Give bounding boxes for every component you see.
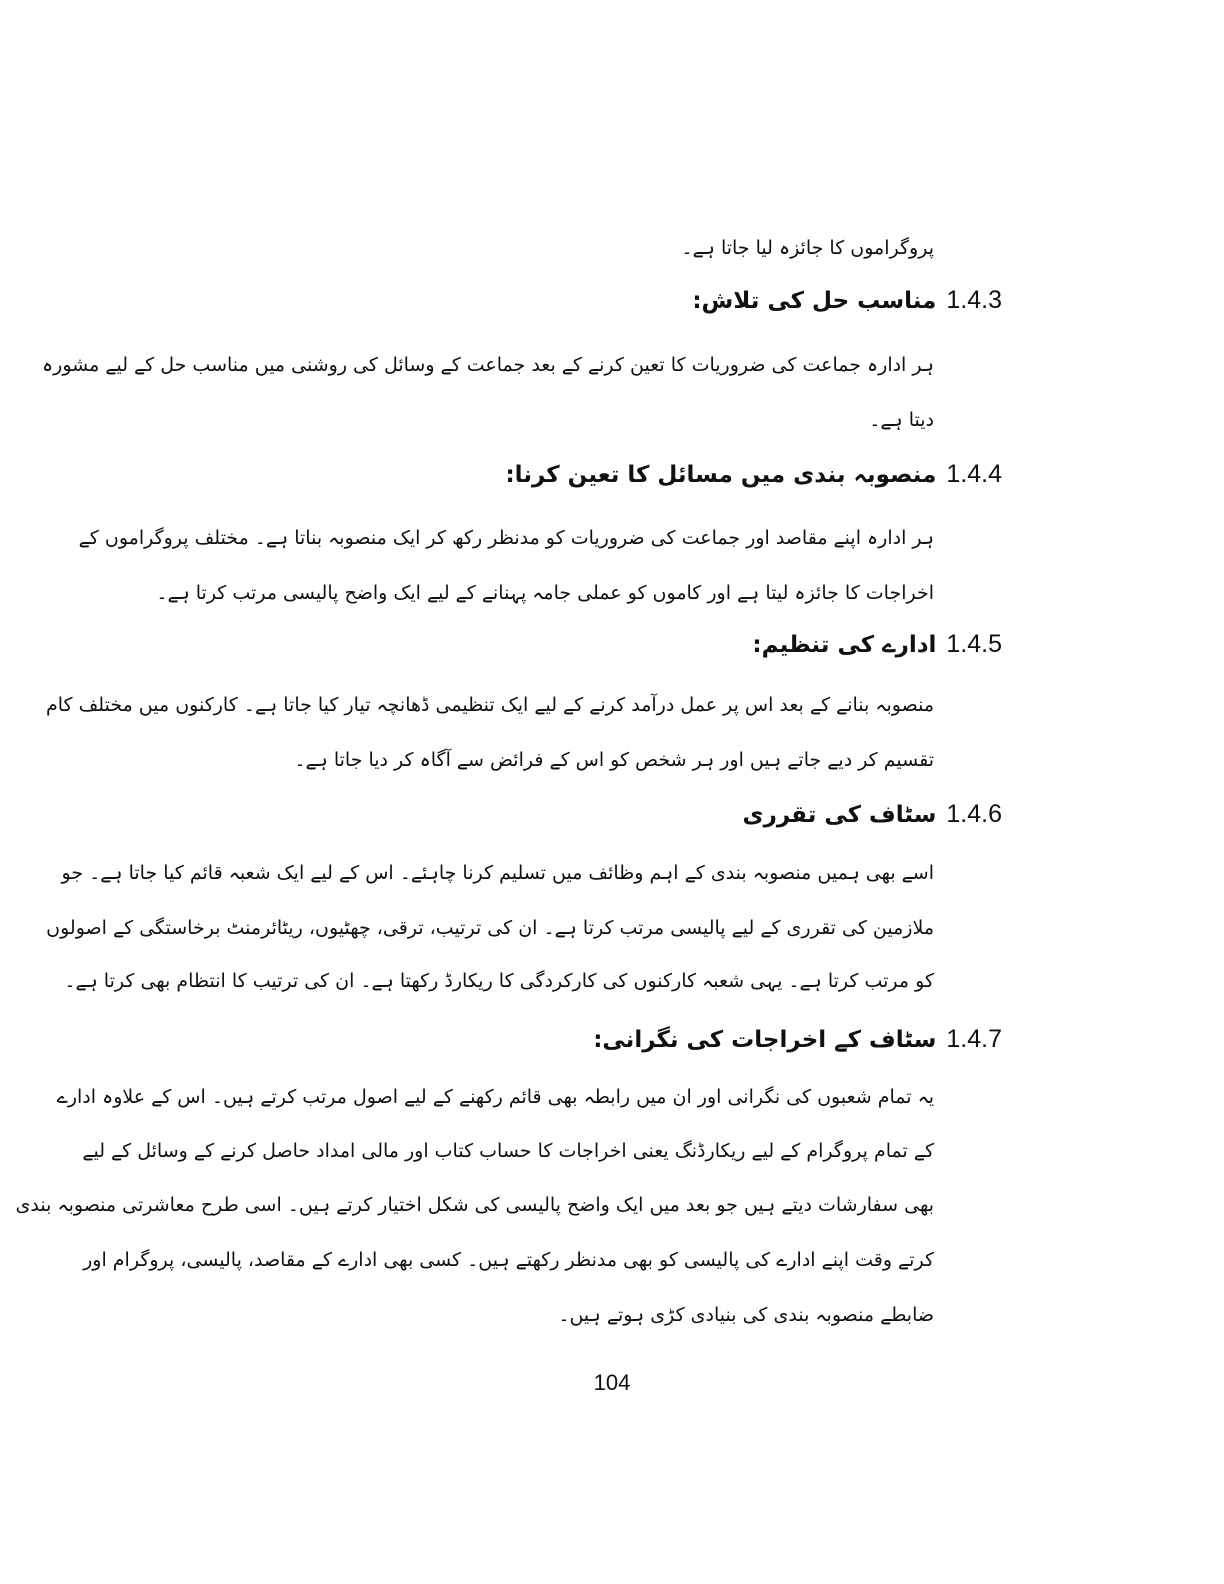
section-number: 1.4.3	[946, 286, 1002, 314]
paragraph-line: ہر ادارہ جماعت کی ضروریات کا تعین کرنے کے بعد جماعت کے وسائل کی روشنی میں مناسب حل کے لیے مشورہ	[42, 354, 934, 376]
section-heading-1-4-7	[593, 1025, 1002, 1054]
section-heading-1-4-4	[505, 460, 1002, 489]
section-heading-1-4-3	[692, 286, 1002, 315]
paragraph-line: ہر ادارہ اپنے مقاصد اور جماعت کی ضروریات کو مدنظر رکھ کر ایک منصوبہ بناتا ہے۔ مختلف پروگراموں کے	[78, 527, 934, 549]
section-number: 1.4.5	[946, 630, 1002, 658]
paragraph-line: دیتا ہے۔	[869, 409, 934, 431]
paragraph-line: کو مرتب کرتا ہے۔ یہی شعبہ کارکنوں کی کارکردگی کا ریکارڈ رکھتا ہے۔ ان کی ترتیب کا انتظام بھی کرتا ہے۔	[64, 970, 934, 992]
section-title: سٹاف کے اخراجات کی نگرانی:	[593, 1026, 937, 1053]
paragraph-line: اخراجات کا جائزہ لیتا ہے اور کاموں کو عملی جامہ پہنانے کے لیے ایک واضح پالیسی مرتب کرتا ہے۔	[156, 582, 934, 604]
paragraph-line: کرتے وقت اپنے ادارے کی پالیسی کو بھی مدنظر رکھتے ہیں۔ کسی بھی ادارے کے مقاصد، پالیسی، پروگرام اور	[83, 1249, 934, 1271]
section-title: ادارے کی تنظیم:	[752, 631, 937, 658]
paragraph-line: اسے بھی ہمیں منصوبہ بندی کے اہم وظائف میں تسلیم کرنا چاہئے۔ اس کے لیے ایک شعبہ قائم کیا جاتا ہے۔ جو	[61, 862, 934, 884]
paragraph-line: یہ تمام شعبوں کی نگرانی اور ان میں رابطہ بھی قائم رکھنے کے لیے اصول مرتب کرتے ہیں۔ اس کے علاوہ ادارے	[56, 1086, 934, 1108]
paragraph-line: کے تمام پروگرام کے لیے ریکارڈنگ یعنی اخراجات کا حساب کتاب اور مالی امداد حاصل کرنے کے وسائل کے لیے	[82, 1140, 934, 1162]
continuation-line: پروگراموں کا جائزہ لیا جاتا ہے۔	[681, 237, 934, 259]
page-number: 104	[593, 1370, 631, 1395]
paragraph-line: بھی سفارشات دیتے ہیں جو بعد میں ایک واضح پالیسی کی شکل اختیار کرتے ہیں۔ اسی طرح معاشرتی منصوبہ بندی	[15, 1194, 934, 1216]
section-heading-1-4-6	[743, 800, 1002, 829]
paragraph-line: تقسیم کر دیے جاتے ہیں اور ہر شخص کو اس کے فرائض سے آگاہ کر دیا جاتا ہے۔	[294, 749, 934, 771]
section-title: منصوبہ بندی میں مسائل کا تعین کرنا:	[505, 461, 937, 488]
section-title: سٹاف کی تقرری	[742, 801, 937, 828]
section-heading-1-4-5	[752, 630, 1002, 659]
section-number: 1.4.6	[946, 800, 1002, 828]
section-number: 1.4.7	[946, 1025, 1002, 1053]
paragraph-line: ضابطے منصوبہ بندی کی بنیادی کڑی ہوتے ہیں۔	[558, 1304, 934, 1326]
paragraph-line: منصوبہ بنانے کے بعد اس پر عمل درآمد کرنے کے لیے ایک تنظیمی ڈھانچہ تیار کیا جاتا ہے۔ کارکنوں میں مختلف کام	[45, 694, 934, 716]
section-title: مناسب حل کی تلاش:	[692, 287, 937, 314]
paragraph-line: ملازمین کی تقرری کے لیے پالیسی مرتب کرتا ہے۔ ان کی ترتیب، ترقی، چھٹیوں، ریٹائرمنٹ برخاستگی کے اصولوں	[46, 917, 934, 939]
section-number: 1.4.4	[946, 460, 1002, 488]
